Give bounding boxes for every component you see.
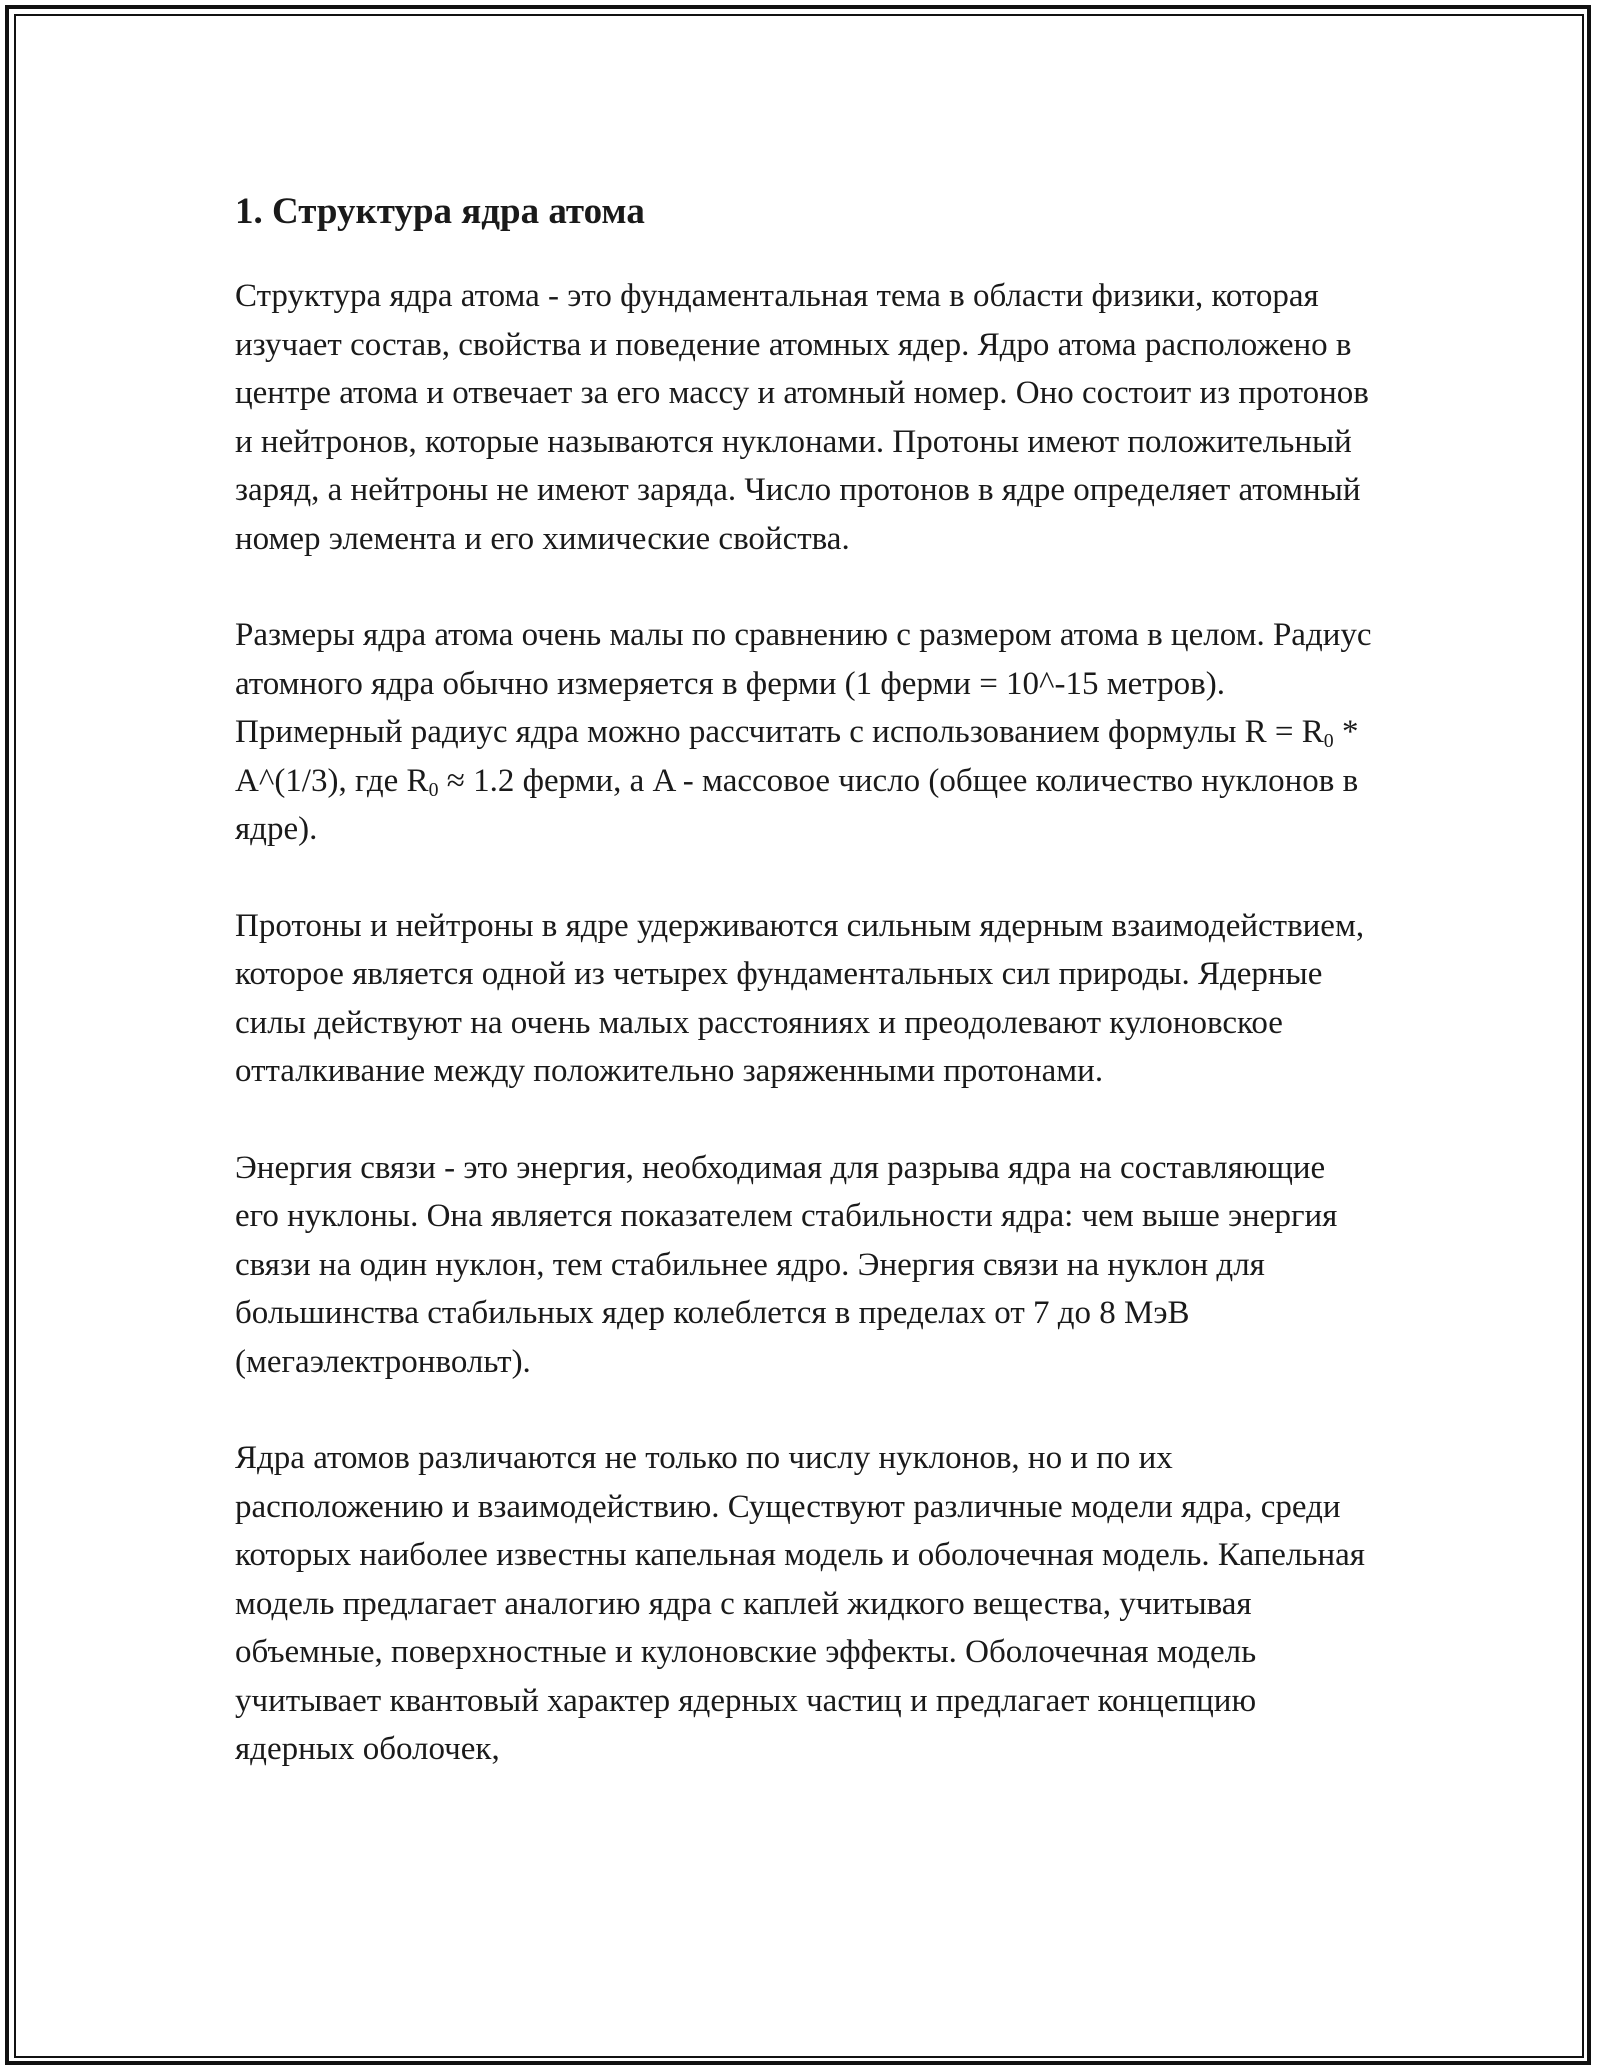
document-body xyxy=(235,188,1375,1822)
section-heading: 1. Структура ядра атома xyxy=(235,191,645,232)
paragraph-text: Размеры ядра атома очень малы по сравнению с размером атома в целом. Радиус атомного ядра обычно измеряется в ферми (1 ферми = 10^-15 метров). Примерный радиус ядра можно рассчитать с использованием формулы R = R xyxy=(235,617,1372,750)
paragraph-strong-force: Протоны и нейтроны в ядре удерживаются сильным ядерным взаимодействием, которое является одной из четырех фундаментальных сил природы. Ядерные силы действуют на очень малых расстояниях и преодолевают кулоновское отталкивание между положительно заряженными протонами. xyxy=(235,907,1365,1089)
paragraph-binding-energy: Энергия связи - это энергия, необходимая для разрыва ядра на составляющие его нуклоны. Она является показателем стабильности ядра: чем выше энергия связи на один нуклон, тем стабильнее ядро. Энергия связи на нуклон для большинства стабильных ядер колеблется в пределах от 7 до 8 МэВ (мегаэлектронвольт). xyxy=(235,1149,1338,1380)
paragraph-nuclear-models: Ядра атомов различаются не только по числу нуклонов, но и по их расположению и взаимодействию. Существуют различные модели ядра, среди которых наиболее известны капельная модель и оболочечная модель. Капельная модель предлагает аналогию ядра с каплей жидкого вещества, учитывая объемные, поверхностные и кулоновские эффекты. Оболочечная модель учитывает квантовый характер ядерных частиц и предлагает концепцию ядерных оболочек, xyxy=(235,1440,1365,1767)
paragraph-intro: Структура ядра атома - это фундаментальная тема в области физики, которая изучает состав, свойства и поведение атомных ядер. Ядро атома расположено в центре атома и отвечает за его массу и атомный номер. Оно состоит из протонов и нейтронов, которые называются нуклонами. Протоны имеют положительный заряд, а нейтроны не имеют заряда. Число протонов в ядре определяет атомный номер элемента и его химические свойства. xyxy=(235,278,1369,557)
paragraph-text: * A^(1/3), где R xyxy=(235,714,1359,799)
subscript: 0 xyxy=(1323,729,1334,752)
paragraph-text: ≈ 1.2 ферми, а A - массовое число (общее количество нуклонов в ядре). xyxy=(235,762,1359,847)
paragraph-nucleus-size xyxy=(235,611,1375,854)
subscript: 0 xyxy=(428,778,439,801)
